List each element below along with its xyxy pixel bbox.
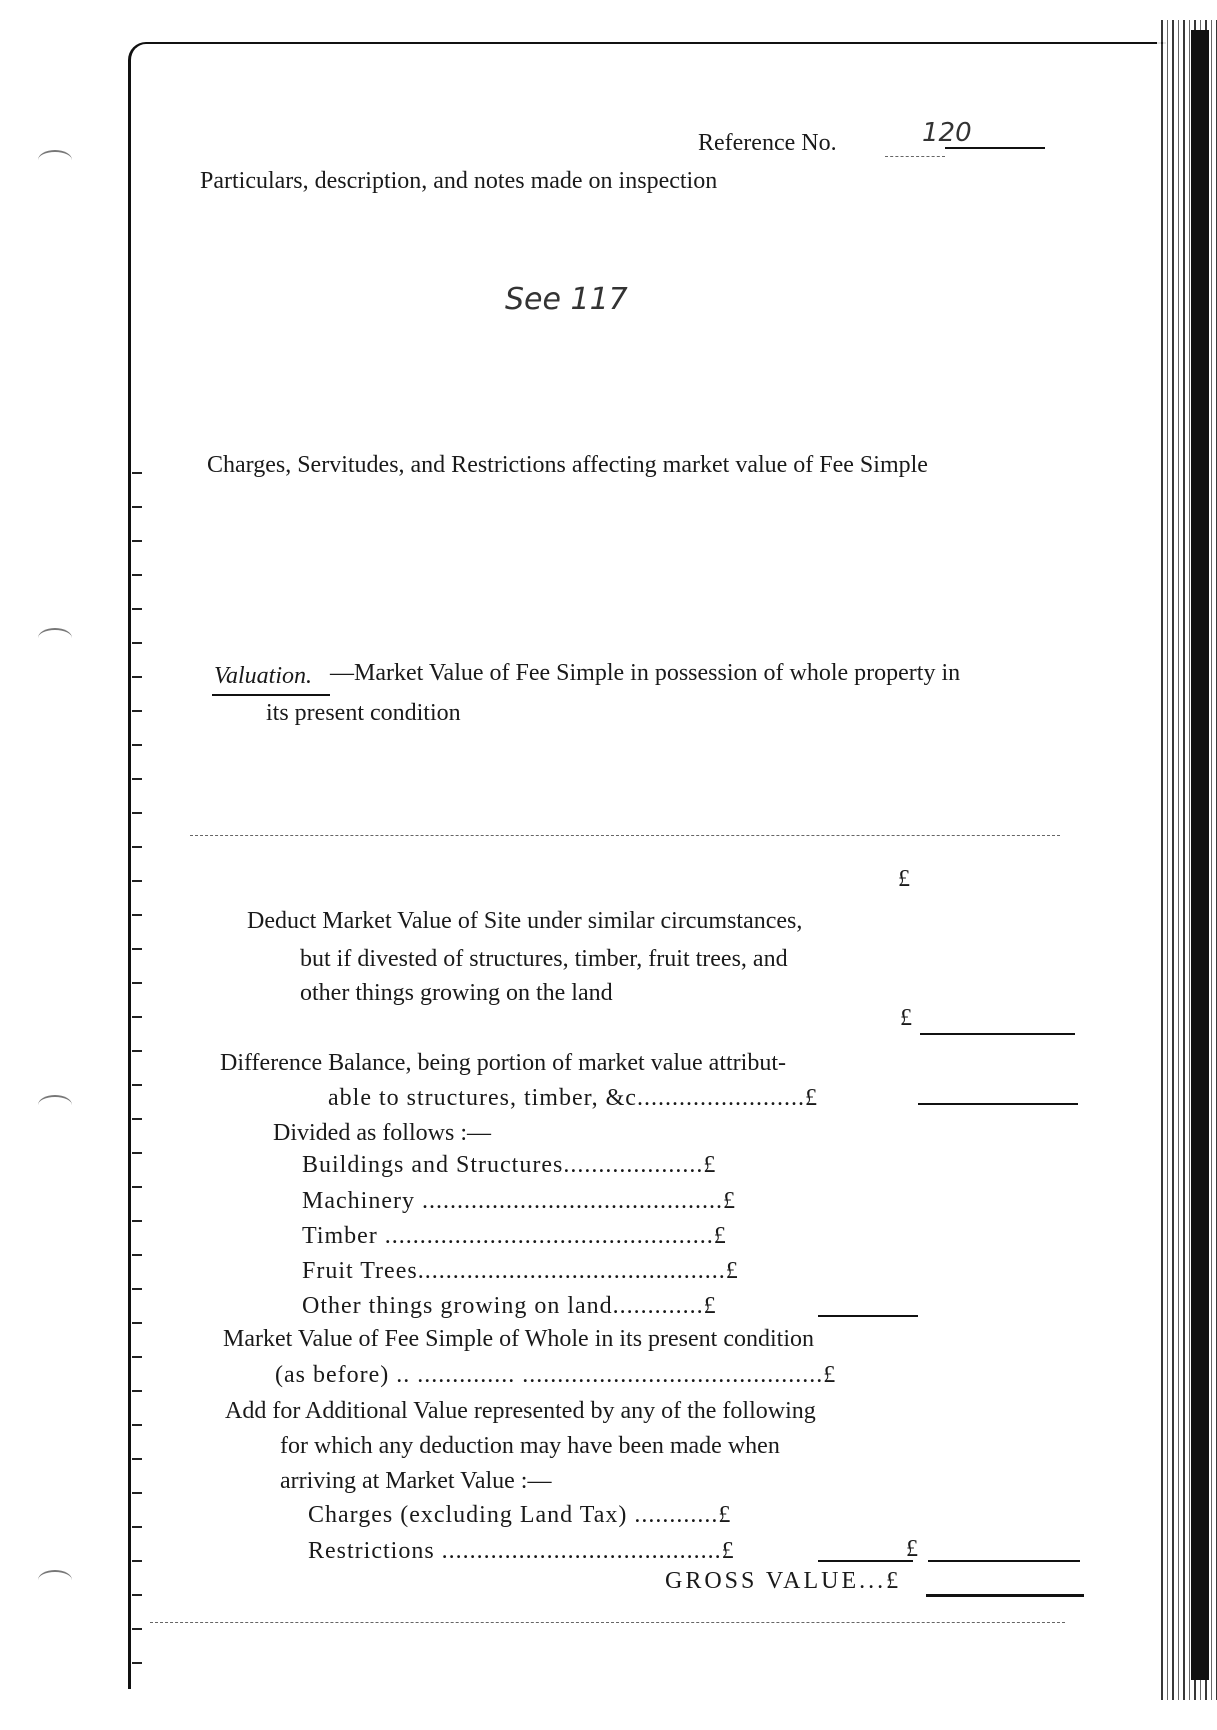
valuation-underline [212, 694, 330, 696]
punch-hole [38, 628, 72, 648]
divided-item-buildings: Buildings and Structures....................£ [302, 1152, 717, 1178]
reference-line [945, 147, 1045, 149]
add-item-charges: Charges (excluding Land Tax) ............£ [308, 1502, 732, 1528]
add-item-restrictions: Restrictions ........................................£ [308, 1538, 735, 1564]
valuation-text-line2: its present condition [266, 700, 461, 726]
deduct-line3: other things growing on the land [300, 980, 613, 1006]
market-whole-line2: (as before) .. .............. ...........................................£ [275, 1362, 837, 1388]
difference-amount-line [918, 1103, 1078, 1105]
pound-sign: £ [898, 866, 910, 892]
deduct-amount-line [920, 1033, 1075, 1035]
margin-ticks [132, 440, 142, 1680]
add-line3: arriving at Market Value :— [280, 1468, 552, 1494]
punch-hole [38, 1095, 72, 1115]
divided-item-timber: Timber ...............................................£ [302, 1223, 727, 1249]
gross-value-label: GROSS VALUE...£ [665, 1568, 902, 1594]
gross-value-line [926, 1594, 1084, 1597]
add-line2: for which any deduction may have been made when [280, 1433, 780, 1459]
difference-line2: able to structures, timber, &c........................£ [328, 1085, 818, 1111]
deduct-line2: but if divested of structures, timber, fruit trees, and [300, 946, 788, 972]
reference-value: 120 [922, 118, 972, 148]
pound-sign-add-total: £ [906, 1536, 918, 1562]
add-total-line [928, 1560, 1080, 1562]
divided-heading: Divided as follows :— [273, 1120, 491, 1146]
add-subtotal-line [818, 1560, 913, 1562]
difference-line1: Difference Balance, being portion of market value attribut- [220, 1050, 786, 1076]
section-divider [190, 835, 1060, 836]
divided-item-fruit-trees: Fruit Trees............................................£ [302, 1258, 739, 1284]
punch-hole [38, 150, 72, 170]
particulars-heading: Particulars, description, and notes made on inspection [200, 168, 718, 194]
reference-dotted-line [885, 156, 945, 157]
charges-heading: Charges, Servitudes, and Restrictions affecting market value of Fee Simple [207, 452, 928, 478]
pound-sign-deduct: £ [900, 1005, 912, 1031]
divided-subtotal-line [818, 1315, 918, 1317]
divided-item-other-things: Other things growing on land.............£ [302, 1293, 717, 1319]
particulars-note: See 117 [505, 282, 628, 317]
book-binding-shadow [1191, 30, 1209, 1680]
valuation-label: Valuation. [214, 663, 313, 689]
divided-item-machinery: Machinery ...........................................£ [302, 1188, 736, 1214]
market-whole-line1: Market Value of Fee Simple of Whole in its present condition [223, 1326, 814, 1352]
deduct-line1: Deduct Market Value of Site under similar circumstances, [247, 908, 803, 934]
add-line1: Add for Additional Value represented by any of the following [225, 1398, 816, 1424]
punch-hole [38, 1570, 72, 1590]
valuation-text-line1: —Market Value of Fee Simple in possession of whole property in [330, 660, 961, 686]
bottom-divider [150, 1622, 1065, 1623]
reference-label: Reference No. [698, 130, 837, 156]
